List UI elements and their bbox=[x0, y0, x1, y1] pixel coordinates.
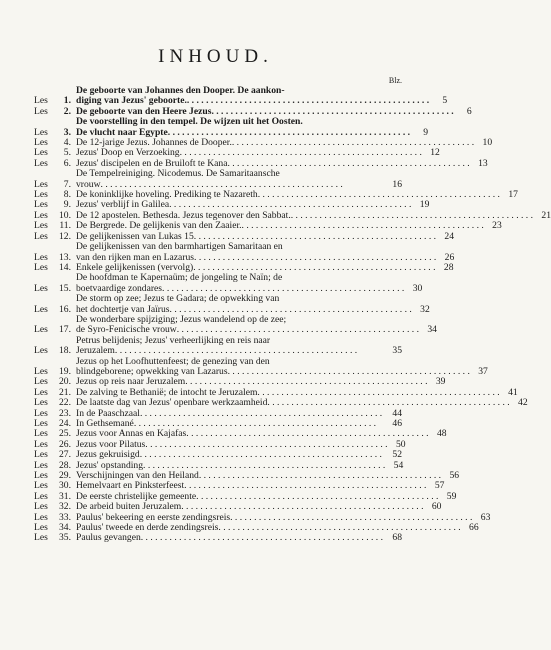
toc-lesson-title bbox=[76, 315, 419, 336]
toc-page-number: 13 bbox=[478, 157, 488, 169]
toc-title-line: De Tempelreiniging. Nicodemus. De Samaritaansche bbox=[76, 168, 280, 180]
toc-lesson-title bbox=[76, 533, 384, 543]
toc-page-number: 63 bbox=[480, 511, 491, 523]
toc-entry bbox=[34, 272, 423, 294]
toc-page-number: 68 bbox=[392, 532, 402, 544]
toc-title-line: De arbeid buiten Jeruzalem . . . bbox=[76, 502, 423, 512]
toc-title-line: De laatste dag van Jezus' openbare werkzaamheid . . . bbox=[76, 398, 510, 408]
toc-title-line: Verschijningen van den Heiland . . . bbox=[76, 471, 441, 481]
toc-entry bbox=[34, 85, 448, 107]
toc-lesson-number: 3. bbox=[63, 126, 71, 138]
toc-title-line: het dochtertje van Jaïrus . . . bbox=[76, 305, 412, 315]
toc-page-number: 57 bbox=[434, 480, 445, 492]
toc-lesson-number: 25. bbox=[59, 428, 71, 440]
toc-title-line: van den rijken man en Lazarus . . . bbox=[76, 253, 436, 263]
toc-page-number: 42 bbox=[518, 397, 528, 409]
toc-lesson-number: 19. bbox=[59, 365, 71, 377]
toc-les-label: Les bbox=[34, 345, 48, 357]
toc-lesson-number: 16. bbox=[59, 303, 71, 315]
toc-lesson-number: 11. bbox=[59, 220, 71, 232]
toc-les-label: Les bbox=[34, 397, 48, 409]
toc-title-line: boetvaardige zondares . . . bbox=[76, 284, 404, 294]
toc-page-number: 30 bbox=[412, 282, 423, 294]
toc-lesson-number: 23. bbox=[59, 407, 71, 419]
toc-lesson-title bbox=[76, 336, 384, 357]
toc-lesson-number: 31. bbox=[59, 490, 71, 502]
toc-title-line: Paulus' tweede en derde zendingsreis . . . bbox=[76, 523, 461, 533]
dot-leader bbox=[141, 533, 384, 543]
toc-page-number: 32 bbox=[420, 303, 430, 315]
toc-les-label: Les bbox=[34, 189, 48, 201]
toc-title-line: Jezus voor Pilatus . . . bbox=[76, 440, 388, 450]
page-title: INHOUD. bbox=[158, 46, 273, 67]
toc-page-number: 17 bbox=[508, 189, 518, 201]
toc-lesson-number: 18. bbox=[59, 345, 71, 357]
toc-les-label: Les bbox=[34, 137, 48, 149]
toc-lesson-number: 34. bbox=[59, 522, 71, 534]
toc-title-line: de Syro-Fenicische vrouw . . . bbox=[76, 325, 419, 335]
toc-page-number: 28 bbox=[443, 261, 454, 273]
toc-page-number: 66 bbox=[469, 522, 479, 534]
toc-lesson-title bbox=[76, 117, 410, 138]
toc-lesson-number: 14. bbox=[59, 261, 71, 273]
toc-title-line: De 12 apostelen. Bethesda. Jezus tegenover den Sabbat. . . . bbox=[76, 211, 533, 221]
toc-les-label: Les bbox=[34, 147, 48, 159]
toc-lesson-number: 12. bbox=[59, 230, 71, 242]
toc-entry bbox=[34, 169, 402, 190]
toc-title-line: Jezus gekruisigd . . . bbox=[76, 450, 384, 460]
toc-les-label: Les bbox=[34, 428, 48, 440]
toc-page-number: 10 bbox=[482, 137, 493, 149]
toc-lesson-number: 10. bbox=[59, 209, 71, 221]
toc-title-line: De eerste christelijke gemeente . . . bbox=[76, 492, 438, 502]
toc-les-label: Les bbox=[34, 209, 48, 221]
toc-entry bbox=[34, 313, 437, 336]
toc-lesson-title bbox=[76, 169, 384, 190]
toc-page-number: 5 bbox=[442, 95, 448, 107]
toc-les-label: Les bbox=[34, 95, 48, 107]
toc-page-number: 48 bbox=[436, 428, 447, 440]
toc-page-number: 39 bbox=[435, 376, 446, 388]
toc-page-number: 52 bbox=[392, 449, 402, 461]
toc-les-label: Les bbox=[34, 438, 48, 450]
toc-lesson-number: 32. bbox=[59, 501, 71, 513]
toc-les-label: Les bbox=[34, 480, 48, 492]
toc-title-line: De hoofdman te Kapernaüm; de jongeling te Naïn; de bbox=[76, 272, 283, 284]
toc-les-label: Les bbox=[34, 220, 48, 232]
toc-lesson-number: 24. bbox=[59, 418, 71, 429]
toc-lesson-title bbox=[76, 294, 412, 315]
toc-lesson-title bbox=[76, 86, 429, 107]
toc-page-number: 46 bbox=[392, 418, 402, 429]
toc-les-label: Les bbox=[34, 105, 48, 117]
toc-title-line: De vlucht naar Egypte . . . bbox=[76, 128, 410, 138]
toc-les-label: Les bbox=[34, 157, 48, 169]
toc-title-line: Jezus op het Loofhuttenfeest; de genezing van den bbox=[76, 355, 270, 367]
toc-title-line: Jezus op reis naar Jeruzalem . . . bbox=[76, 377, 427, 387]
toc-title-line: Jezus' Doop en Verzoeking . . . bbox=[76, 148, 422, 158]
toc-les-label: Les bbox=[34, 376, 48, 388]
toc-page-number: 60 bbox=[431, 501, 442, 513]
toc-les-label: Les bbox=[34, 199, 48, 211]
toc-title-line: De gelijkenissen van den barmhartigen Samaritaan en bbox=[76, 241, 283, 253]
toc-entry bbox=[34, 116, 429, 138]
toc-page-number: 35 bbox=[392, 345, 402, 357]
toc-lesson-number: 9. bbox=[63, 199, 71, 211]
toc-title-line: De storm op zee; Jezus te Gadara; de opwekking van bbox=[76, 293, 280, 305]
toc-lesson-number: 17. bbox=[59, 324, 71, 336]
toc-title-line: De voorstelling in den tempel. De wijzen uit het Oosten. bbox=[76, 116, 303, 128]
toc-entry bbox=[34, 241, 455, 263]
toc-page-number: 16 bbox=[392, 178, 402, 190]
toc-les-label: Les bbox=[34, 449, 48, 461]
toc-lesson-number: 15. bbox=[59, 282, 71, 294]
toc-entry bbox=[34, 533, 402, 543]
toc-lesson-number: 26. bbox=[59, 438, 71, 450]
toc-title-line: Hemelvaart en Pinksterfeest . . . bbox=[76, 481, 426, 491]
toc-lesson-number: 13. bbox=[59, 251, 71, 263]
toc-lesson-number: 35. bbox=[59, 532, 71, 544]
toc-les-label: Les bbox=[34, 501, 48, 513]
toc-page-number: 21 bbox=[541, 209, 551, 221]
toc-entry bbox=[34, 336, 402, 357]
toc-title-line: Jezus' verblijf in Galilea . . . bbox=[76, 200, 411, 210]
toc-lesson-title bbox=[76, 242, 436, 263]
toc-les-label: Les bbox=[34, 365, 48, 377]
toc-lesson-number: 21. bbox=[59, 386, 71, 398]
toc-les-label: Les bbox=[34, 407, 48, 419]
toc-title-line: Paulus gevangen . . . bbox=[76, 533, 384, 543]
toc-les-label: Les bbox=[34, 470, 48, 482]
dot-leader bbox=[115, 346, 384, 356]
toc-lesson-number: 1. bbox=[63, 95, 71, 107]
toc-page-number: 59 bbox=[446, 490, 457, 502]
toc-les-label: Les bbox=[34, 251, 48, 263]
toc-title-line: Jezus' discipelen en de Bruiloft te Kana . . . bbox=[76, 159, 470, 169]
toc-page-number: 54 bbox=[393, 459, 404, 471]
toc-title-line: In Gethsemané . . . bbox=[76, 419, 384, 429]
toc-title-line: De koninklijke hoveling. Prediking te Nazareth . . . bbox=[76, 190, 500, 200]
toc-title-line: blindgeborene; opwekking van Lazarus . . . bbox=[76, 367, 470, 377]
toc-page-number: 26 bbox=[444, 251, 455, 263]
toc-title-line: Petrus belijdenis; Jezus' verheerlijking en reis naar bbox=[76, 334, 271, 346]
toc-lesson-number: 7. bbox=[63, 178, 71, 190]
toc-page-number: 6 bbox=[466, 105, 472, 117]
page-column-header: Blz. bbox=[388, 76, 402, 85]
toc-les-label: Les bbox=[34, 230, 48, 242]
toc-page-number: 23 bbox=[492, 220, 502, 232]
toc-title-line: Jeruzalem . . . bbox=[76, 346, 384, 356]
toc-les-label: Les bbox=[34, 303, 48, 315]
toc-les-label: Les bbox=[34, 532, 48, 544]
toc-les-label: Les bbox=[34, 418, 48, 429]
toc-lesson-number: 29. bbox=[59, 470, 71, 482]
toc-lesson-number: 33. bbox=[59, 511, 71, 523]
toc-page-number: 19 bbox=[419, 199, 430, 211]
toc-title-line: diging van Jezus' geboorte. . . . bbox=[76, 96, 429, 106]
toc-lesson-number: 6. bbox=[63, 157, 71, 169]
toc-title-line: De wonderbare spijziging; Jezus wandelend op de zee; bbox=[76, 313, 287, 325]
toc-title-line: De geboorte van Johannes den Dooper. De aankon- bbox=[76, 85, 285, 96]
toc-les-label: Les bbox=[34, 261, 48, 273]
toc-page-number: 37 bbox=[478, 365, 488, 377]
toc-page-number: 34 bbox=[427, 324, 437, 336]
toc-page-number: 24 bbox=[444, 230, 455, 242]
toc-les-label: Les bbox=[34, 459, 48, 471]
toc-lesson-number: 27. bbox=[59, 449, 71, 461]
toc-lesson-title bbox=[76, 357, 470, 378]
toc-page-number: 12 bbox=[430, 147, 440, 159]
toc-title-line: De gelijkenissen van Lukas 15 . . . bbox=[76, 232, 436, 242]
toc-title-line: Enkele gelijkenissen (vervolg) . . . bbox=[76, 263, 435, 273]
table-of-contents bbox=[34, 85, 551, 544]
toc-lesson-number: 4. bbox=[63, 137, 71, 149]
toc-title-line: De geboorte van den Heere Jezus . . . bbox=[76, 107, 454, 117]
toc-lesson-number: 2. bbox=[63, 105, 71, 117]
toc-page-number: 50 bbox=[395, 438, 406, 450]
toc-les-label: Les bbox=[34, 490, 48, 502]
toc-lesson-number: 30. bbox=[59, 480, 71, 492]
toc-lesson-title bbox=[76, 273, 404, 294]
toc-lesson-number: 22. bbox=[59, 397, 71, 409]
toc-page-number: 56 bbox=[449, 470, 460, 482]
toc-les-label: Les bbox=[34, 522, 48, 534]
toc-title-line: vrouw . . . bbox=[76, 180, 384, 190]
toc-entry bbox=[34, 355, 488, 378]
toc-les-label: Les bbox=[34, 178, 48, 190]
toc-page-number: 44 bbox=[392, 407, 402, 419]
toc-les-label: Les bbox=[34, 386, 48, 398]
toc-lesson-number: 8. bbox=[63, 189, 71, 201]
toc-title-line: De zalving te Bethanië; de intocht te Jeruzalem . . . bbox=[76, 388, 500, 398]
toc-title-line: Jezus' opstanding . . . bbox=[76, 461, 385, 471]
toc-entry bbox=[34, 293, 430, 315]
toc-les-label: Les bbox=[34, 511, 48, 523]
toc-lesson-number: 28. bbox=[59, 459, 71, 471]
toc-lesson-number: 5. bbox=[63, 147, 71, 159]
toc-title-line: In de Paaschzaal . . . bbox=[76, 409, 384, 419]
toc-title-line: Paulus' bekeering en eerste zendingsreis . . . bbox=[76, 513, 472, 523]
toc-title-line: De Bergrede. De gelijkenis van den Zaaier. . . . bbox=[76, 221, 484, 231]
toc-les-label: Les bbox=[34, 126, 48, 138]
toc-lesson-number: 20. bbox=[59, 376, 71, 388]
toc-page-number: 9 bbox=[423, 126, 429, 138]
toc-title-line: De 12-jarige Jezus. Johannes de Dooper. . . . bbox=[76, 138, 474, 148]
toc-les-label: Les bbox=[34, 282, 48, 294]
toc-les-label: Les bbox=[34, 324, 48, 336]
toc-title-line: Jezus voor Annas en Kajafas . . . bbox=[76, 429, 429, 439]
toc-page-number: 41 bbox=[508, 386, 518, 398]
